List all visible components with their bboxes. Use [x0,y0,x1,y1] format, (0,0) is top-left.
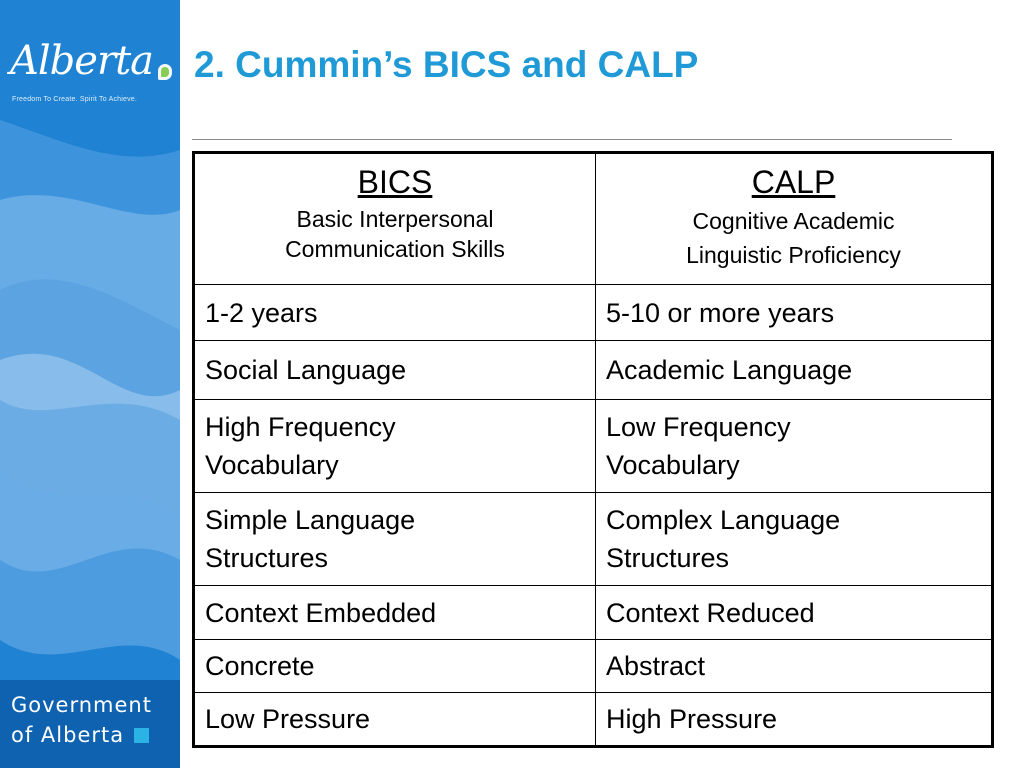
table-row [194,400,993,493]
table-cell-bics: Concrete [194,640,596,693]
cell-line: Structures [606,543,730,573]
title-divider [192,139,952,140]
alberta-tagline: Freedom To Create. Spirit To Achieve. [12,96,138,103]
table-cell-calp: High Pressure [596,693,993,747]
header-cell-bics [194,153,596,285]
table-cell-bics: Context Embedded [194,586,596,640]
alberta-logo-wordmark: Alberta [10,38,153,84]
table-row [194,640,993,693]
cell-line: Structures [205,543,329,573]
table-cell-calp: 5-10 or more years [596,285,993,341]
sidebar-branding [0,0,180,768]
cell-line: Simple Language [205,505,416,535]
table-cell-bics [194,493,596,586]
cell-line: Vocabulary [606,450,740,480]
table-header-row [194,153,993,285]
header-cell-calp [596,153,993,285]
sidebar-wave-background [0,0,180,768]
table-row [194,693,993,747]
government-line-1: Government [11,693,152,717]
table-cell-bics: 1-2 years [194,285,596,341]
table-cell-bics [194,400,596,493]
government-line-2: of Alberta [11,723,125,747]
header-full-line: Communication Skills [285,236,505,262]
table-cell-calp [596,493,993,586]
cell-line: Complex Language [606,505,841,535]
table-cell-bics: Low Pressure [194,693,596,747]
table-cell-bics: Social Language [194,341,596,400]
alberta-leaf-icon [158,64,172,80]
table-cell-calp: Academic Language [596,341,993,400]
table-cell-calp: Context Reduced [596,586,993,640]
comparison-table [192,151,994,748]
header-full-line: Cognitive Academic [692,208,895,234]
government-of-alberta-mark [11,690,152,750]
cell-line: High Frequency [205,412,396,442]
table-cell-calp: Abstract [596,640,993,693]
table-row [194,586,993,640]
header-full-line: Linguistic Proficiency [686,242,901,268]
table-row [194,285,993,341]
square-icon [134,728,149,743]
table-row [194,493,993,586]
header-abbr: CALP [751,164,836,200]
header-abbr: BICS [357,164,433,200]
table-cell-calp [596,400,993,493]
cell-line: Vocabulary [205,450,339,480]
slide-title: 2. Cummin’s BICS and CALP [194,44,699,85]
table-row [194,341,993,400]
header-full-line: Basic Interpersonal [296,206,494,232]
cell-line: Low Frequency [606,412,791,442]
